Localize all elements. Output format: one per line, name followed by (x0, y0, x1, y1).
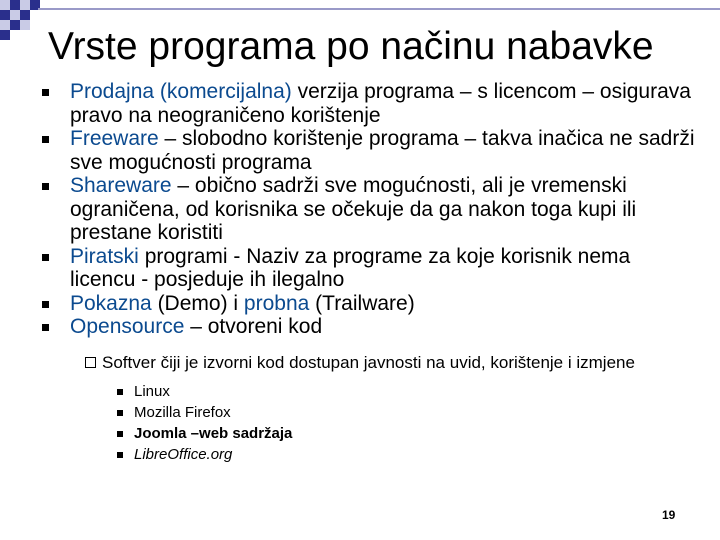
sub-bullet-item (102, 352, 692, 374)
bullet-text: (Demo) i (151, 291, 244, 315)
page-number: 19 (662, 508, 676, 522)
square-bullet-icon (42, 183, 49, 190)
square-bullet-icon (117, 431, 123, 437)
bullet-text: – slobodno korištenje programa – takva inačica ne sadrži sve mogućnosti programa (70, 127, 695, 174)
bullet-text: verzija programa – s licencom – osigurava pravo na neograničeno korištenje (70, 80, 691, 127)
hollow-square-bullet-icon (85, 357, 96, 368)
title-rule (38, 8, 720, 10)
bullet-highlight: Piratski (70, 244, 139, 268)
example-text: Linux (134, 382, 170, 400)
square-bullet-icon (117, 452, 123, 458)
square-bullet-icon (42, 254, 49, 261)
bullet-highlight: Prodajna (komercijalna) (70, 80, 292, 103)
bullet-item (38, 80, 698, 127)
bullet-highlight: Freeware (70, 127, 159, 150)
sub-bullet-text: Softver čiji je izvorni kod dostupan javnosti na uvid, korištenje i izmjene (102, 352, 635, 372)
square-bullet-icon (117, 410, 123, 416)
bullet-highlight: Opensource (70, 315, 185, 338)
slide-title: Vrste programa po načinu nabavke (48, 25, 654, 68)
example-list (38, 381, 698, 465)
bullet-highlight: Shareware (70, 174, 172, 197)
bullet-item (38, 315, 698, 339)
bullet-item (38, 245, 698, 292)
example-text: Mozilla Firefox (134, 403, 231, 421)
square-bullet-icon (42, 324, 49, 331)
bullet-text: programi - Naziv za programe za koje korisnik nema licencu - posjeduje ih ilegalno (70, 244, 631, 291)
bullet-highlight: Pokazna (70, 291, 152, 315)
list-item (134, 381, 698, 402)
bullet-item (38, 174, 698, 245)
bullet-text: – otvoreni kod (184, 315, 323, 338)
list-item (134, 423, 698, 444)
bullet-text: (Trailware) (309, 291, 415, 315)
example-text: LibreOffice.org (134, 445, 233, 463)
list-item (134, 444, 698, 465)
bullet-text: – obično sadrži sve mogućnosti, ali je vremenski ograničena, od korisnika se očekuje da ga nakon toga kupi ili prestane koristiti (70, 174, 637, 244)
bullet-list (38, 80, 698, 465)
list-item (134, 402, 698, 423)
bullet-item (38, 127, 698, 174)
square-bullet-icon (42, 89, 49, 96)
square-bullet-icon (42, 301, 49, 308)
example-text: Joomla –web sadržaja (134, 424, 293, 442)
square-bullet-icon (42, 136, 49, 143)
bullet-item (38, 292, 698, 316)
bullet-highlight: probna (243, 291, 310, 315)
square-bullet-icon (117, 389, 123, 395)
